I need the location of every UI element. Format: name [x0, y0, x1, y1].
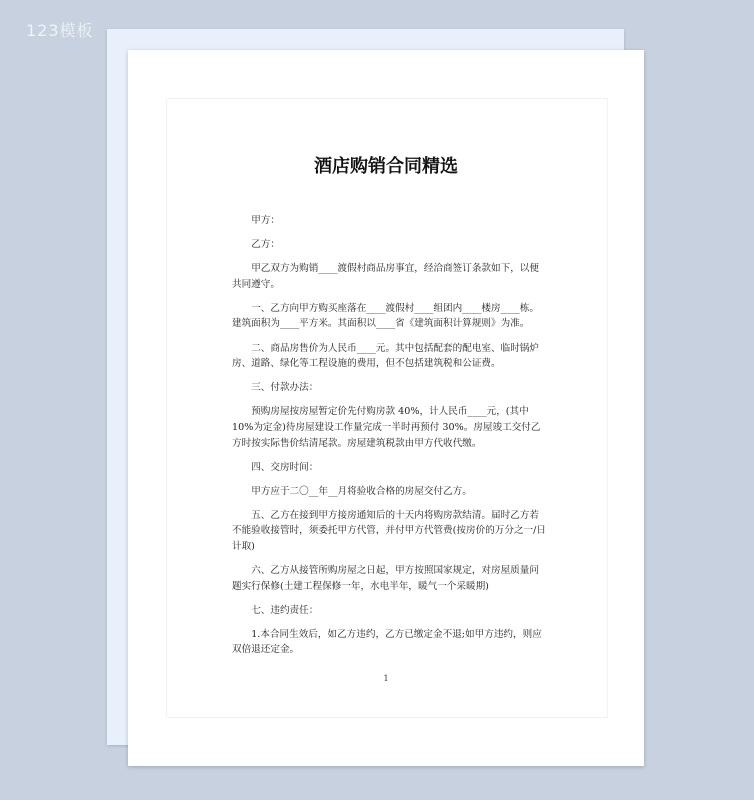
- paragraph-party-b: 乙方：: [251, 239, 280, 251]
- paragraph-intro: 甲乙双方为购销____渡假村商品房事宜，经洽商签订条款如下，以便共同遵守。: [232, 263, 539, 290]
- paragraph-clause-5: 五、乙方在接到甲方接房通知后的十天内将购房款结清。届时乙方若不能验收接管时，须委托甲方代管，并付甲方代管费(按房价的万分之一/日计取): [232, 509, 546, 552]
- paragraph-clause-3: 预购房屋按房屋暂定价先付购房款 40%，计人民币____元，(其中 10%为定金)待房屋建设工作量完成一半时再预付 30%。房屋竣工交付乙方时按实际售价结清尾款。房屋建筑税款由甲方代收代缴。: [232, 406, 541, 449]
- heading-clause-3: 三、付款办法：: [251, 382, 319, 394]
- document-title: 酒店购销合同精选: [314, 156, 458, 177]
- document-body: [232, 213, 546, 667]
- paragraph-clause-2: 二、商品房售价为人民币____元。其中包括配套的配电室、临时锅炉房、道路、绿化等工程设施的费用，但不包括建筑税和公证费。: [232, 342, 539, 370]
- heading-clause-7: 七、违约责任：: [251, 604, 319, 616]
- watermark-text: 123模板: [26, 21, 94, 40]
- paragraph-party-a: 甲方：: [251, 215, 280, 226]
- paragraph-clause-6: 六、乙方从接管所购房屋之日起，甲方按照国家规定，对房屋质量问题实行保修(土建工程保修一年，水电半年，暖气一个采暖期): [232, 565, 539, 592]
- paragraph-clause-1: 一、乙方向甲方购买座落在____渡假村____组团内____楼房____栋。建筑面积为____平方米。其面积以____省《建筑面积计算规则》为准。: [232, 302, 539, 330]
- paragraph-clause-7-1: 1.本合同生效后，如乙方违约，乙方已缴定金不退;如甲方违约，则应双倍退还定金。: [232, 628, 542, 656]
- heading-clause-4: 四、交房时间：: [251, 461, 319, 473]
- page-number: 1: [383, 674, 389, 683]
- paragraph-clause-4: 甲方应于二〇__年__月将验收合格的房屋交付乙方。: [251, 485, 472, 497]
- document-page: [128, 50, 644, 766]
